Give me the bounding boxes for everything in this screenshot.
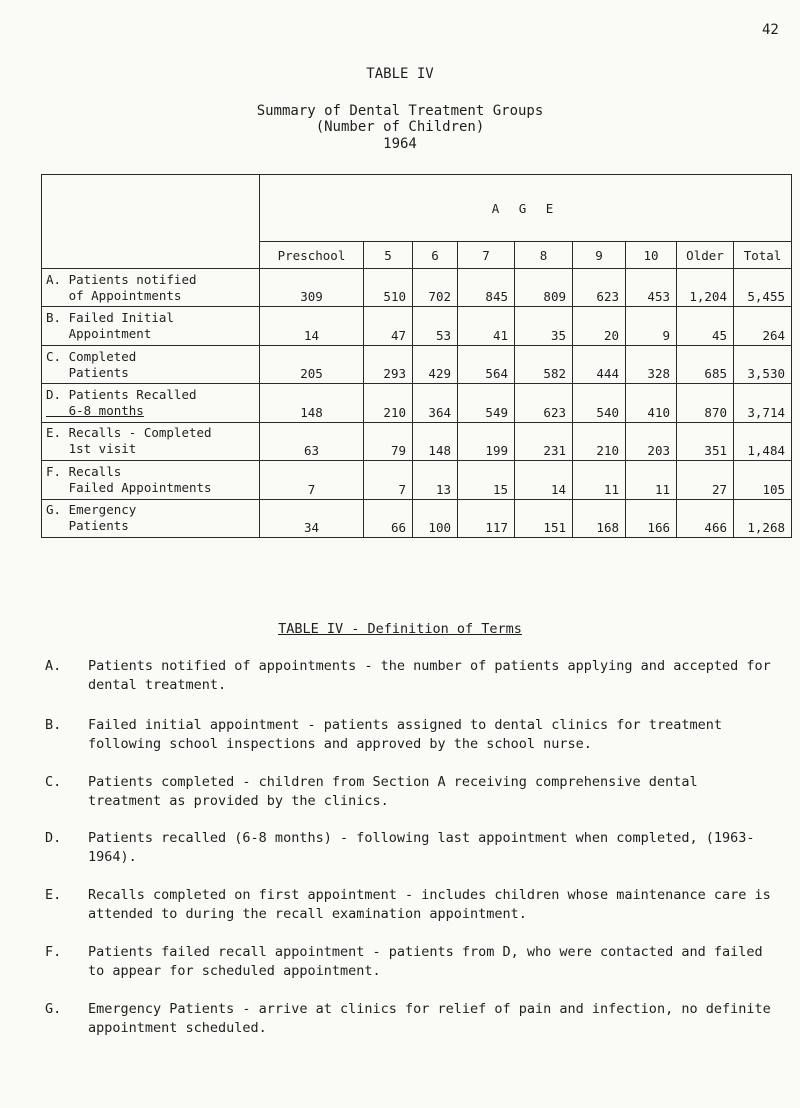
cell-age-9: 210 xyxy=(573,422,626,460)
cell-age-8: 623 xyxy=(515,384,573,422)
row-label-line-1: E. Recalls - Completed xyxy=(46,425,212,441)
row-label xyxy=(42,422,260,460)
cell-age-6: 429 xyxy=(413,345,458,383)
cell-age-5: 79 xyxy=(364,422,413,460)
cell-age-7: 564 xyxy=(458,345,515,383)
column-header-age-8: 8 xyxy=(515,242,573,269)
row-label-line-1: G. Emergency xyxy=(46,502,137,518)
table-row xyxy=(42,307,792,345)
cell-age-6: 148 xyxy=(413,422,458,460)
cell-age-10: 328 xyxy=(626,345,677,383)
definition-text: Patients recalled (6-8 months) - following last appointment when completed, (1963-1964). xyxy=(88,830,755,865)
table-row xyxy=(42,461,792,499)
definition-letter: C. xyxy=(45,774,62,790)
cell-age-8: 231 xyxy=(515,422,573,460)
cell-age-9: 11 xyxy=(573,461,626,499)
row-label-line-2: Appointment xyxy=(46,326,152,342)
cell-age-7: 117 xyxy=(458,499,515,537)
definition-text: Recalls completed on first appointment - includes children whose maintenance care is attended to during the recall examination appointment. xyxy=(88,887,771,922)
definition-item xyxy=(45,716,775,754)
row-label-line-2: Patients xyxy=(46,518,129,534)
cell-age-10: 453 xyxy=(626,269,677,307)
definitions-title-text: TABLE IV - Definition of Terms xyxy=(278,621,522,637)
cell-age-8: 151 xyxy=(515,499,573,537)
cell-age-6: 364 xyxy=(413,384,458,422)
cell-age-5: 293 xyxy=(364,345,413,383)
cell-age-9: 540 xyxy=(573,384,626,422)
row-label-line-1: D. Patients Recalled xyxy=(46,386,197,402)
cell-preschool: 34 xyxy=(260,499,364,537)
row-label xyxy=(42,269,260,307)
column-header-age-10: 10 xyxy=(626,242,677,269)
table-title: TABLE IV xyxy=(366,66,434,82)
column-header-age-5: 5 xyxy=(364,242,413,269)
cell-age-8: 14 xyxy=(515,461,573,499)
cell-older: 870 xyxy=(677,384,734,422)
cell-total: 3,530 xyxy=(734,345,792,383)
cell-age-8: 809 xyxy=(515,269,573,307)
cell-preschool: 205 xyxy=(260,345,364,383)
cell-older: 685 xyxy=(677,345,734,383)
cell-age-6: 53 xyxy=(413,307,458,345)
definition-text: Emergency Patients - arrive at clinics for relief of pain and infection, no definite appointment scheduled. xyxy=(88,1001,771,1036)
cell-age-5: 510 xyxy=(364,269,413,307)
cell-age-8: 582 xyxy=(515,345,573,383)
row-label-line-2: Failed Appointments xyxy=(46,479,212,495)
cell-total: 5,455 xyxy=(734,269,792,307)
cell-total: 264 xyxy=(734,307,792,345)
cell-preschool: 309 xyxy=(260,269,364,307)
cell-age-5: 66 xyxy=(364,499,413,537)
row-label xyxy=(42,461,260,499)
cell-age-5: 210 xyxy=(364,384,413,422)
cell-age-9: 444 xyxy=(573,345,626,383)
cell-age-9: 20 xyxy=(573,307,626,345)
cell-preschool: 148 xyxy=(260,384,364,422)
cell-older: 1,204 xyxy=(677,269,734,307)
column-header-total: Total xyxy=(734,242,792,269)
age-header-row xyxy=(42,175,792,242)
column-header-older: Older xyxy=(677,242,734,269)
column-header-age-6: 6 xyxy=(413,242,458,269)
cell-age-7: 41 xyxy=(458,307,515,345)
table-row xyxy=(42,422,792,460)
cell-total: 1,268 xyxy=(734,499,792,537)
definition-item xyxy=(45,657,775,695)
subtitle-line-2: (Number of Children) xyxy=(315,119,485,135)
cell-age-7: 199 xyxy=(458,422,515,460)
cell-total: 105 xyxy=(734,461,792,499)
cell-age-7: 845 xyxy=(458,269,515,307)
cell-age-10: 410 xyxy=(626,384,677,422)
row-label-line-1: B. Failed Initial xyxy=(46,310,174,326)
column-header-preschool: Preschool xyxy=(260,242,364,269)
cell-age-6: 13 xyxy=(413,461,458,499)
row-label-line-2: of Appointments xyxy=(46,287,182,303)
row-label xyxy=(42,499,260,537)
subtitle-line-1: Summary of Dental Treatment Groups xyxy=(256,103,544,119)
cell-age-6: 702 xyxy=(413,269,458,307)
row-label xyxy=(42,384,260,422)
definition-letter: G. xyxy=(45,1001,62,1017)
cell-age-5: 7 xyxy=(364,461,413,499)
cell-age-8: 35 xyxy=(515,307,573,345)
definition-item xyxy=(45,829,775,867)
cell-total: 3,714 xyxy=(734,384,792,422)
cell-age-7: 15 xyxy=(458,461,515,499)
definition-letter: D. xyxy=(45,830,62,846)
definition-letter: E. xyxy=(45,887,62,903)
cell-older: 466 xyxy=(677,499,734,537)
cell-age-9: 623 xyxy=(573,269,626,307)
definition-text: Patients failed recall appointment - patients from D, who were contacted and failed to appear for scheduled appointment. xyxy=(88,944,763,979)
definition-item xyxy=(45,886,775,924)
column-header-age-9: 9 xyxy=(573,242,626,269)
table-row xyxy=(42,499,792,537)
row-label-line-2: 1st visit xyxy=(46,441,137,457)
cell-older: 45 xyxy=(677,307,734,345)
cell-age-10: 11 xyxy=(626,461,677,499)
cell-age-7: 549 xyxy=(458,384,515,422)
definition-item xyxy=(45,943,775,981)
row-label-line-2: 6-8 months xyxy=(46,402,144,418)
table-row xyxy=(42,345,792,383)
row-label-line-1: C. Completed xyxy=(46,348,137,364)
summary-table xyxy=(41,174,792,538)
definition-text: Patients completed - children from Section A receiving comprehensive dental treatment as provided by the clinics. xyxy=(88,774,698,809)
cell-older: 27 xyxy=(677,461,734,499)
subtitle-line-3: 1964 xyxy=(383,136,417,152)
cell-total: 1,484 xyxy=(734,422,792,460)
definition-letter: F. xyxy=(45,944,62,960)
table-row xyxy=(42,384,792,422)
age-group-header: A G E xyxy=(260,175,792,242)
cell-age-6: 100 xyxy=(413,499,458,537)
cell-preschool: 63 xyxy=(260,422,364,460)
cell-age-5: 47 xyxy=(364,307,413,345)
cell-preschool: 7 xyxy=(260,461,364,499)
definition-item xyxy=(45,1000,775,1038)
definition-letter: B. xyxy=(45,717,62,733)
definition-item xyxy=(45,773,775,811)
cell-older: 351 xyxy=(677,422,734,460)
table-corner-cell xyxy=(42,175,260,269)
definitions-title xyxy=(0,621,800,637)
cell-age-10: 166 xyxy=(626,499,677,537)
row-label-line-1: A. Patients notified xyxy=(46,271,197,287)
row-label-line-1: F. Recalls xyxy=(46,463,122,479)
page-number: 42 xyxy=(762,22,779,38)
row-label-line-2: Patients xyxy=(46,364,129,380)
definition-letter: A. xyxy=(45,658,62,674)
row-label xyxy=(42,307,260,345)
definition-text: Failed initial appointment - patients assigned to dental clinics for treatment following school inspections and approved by the school nurse. xyxy=(88,717,722,752)
definition-text: Patients notified of appointments - the number of patients applying and accepted for dental treatment. xyxy=(88,658,771,693)
cell-age-9: 168 xyxy=(573,499,626,537)
cell-preschool: 14 xyxy=(260,307,364,345)
row-label xyxy=(42,345,260,383)
cell-age-10: 203 xyxy=(626,422,677,460)
column-header-age-7: 7 xyxy=(458,242,515,269)
table-row xyxy=(42,269,792,307)
cell-age-10: 9 xyxy=(626,307,677,345)
